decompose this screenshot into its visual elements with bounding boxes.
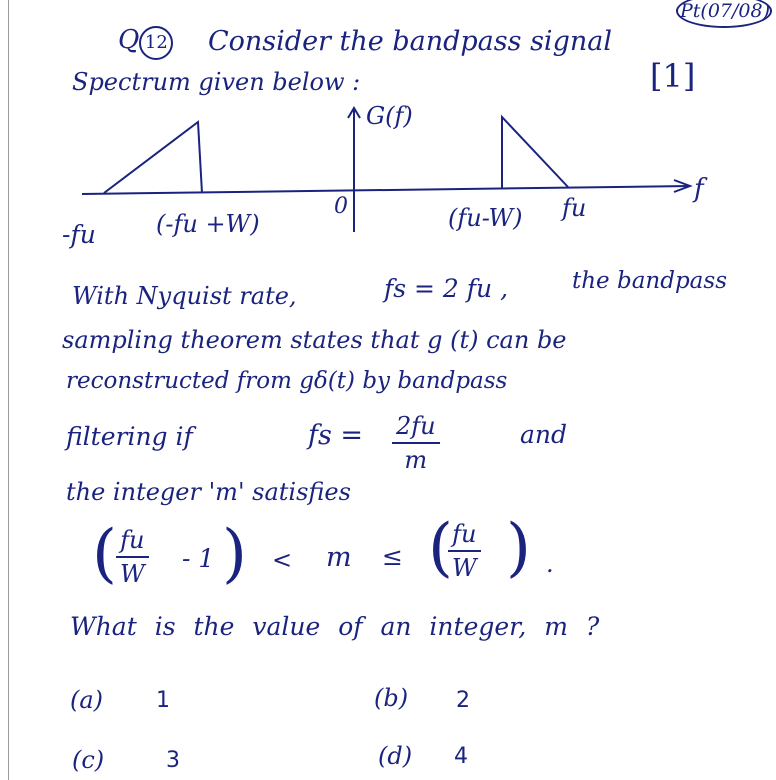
- tick-neg-fu: -fu: [62, 220, 96, 249]
- option-a-value: 1: [156, 688, 170, 713]
- body-line-1a: With Nyquist rate,: [72, 282, 297, 310]
- fraction-denominator: W: [452, 554, 477, 582]
- tick-fu-minus-w: (fu-W): [448, 204, 523, 232]
- fraction-numerator: fu: [120, 526, 145, 554]
- option-d-label: (d): [378, 742, 413, 770]
- reference-text: Pt(07/08): [680, 0, 770, 22]
- body-line-4a: filtering if: [66, 422, 193, 451]
- option-b-value: 2: [456, 688, 470, 713]
- body-line-5: the integer 'm' satisfies: [66, 478, 351, 506]
- minus-one: - 1: [182, 544, 215, 573]
- body-line-4c: and: [520, 420, 568, 449]
- question-line-2: Spectrum given below :: [72, 68, 361, 96]
- fraction-fu-over-w-right: [448, 520, 481, 582]
- question-line-1: Consider the bandpass signal: [208, 26, 612, 57]
- inequality-m: m: [326, 542, 352, 573]
- less-equal: ≤: [382, 542, 403, 571]
- option-c-label: (c): [72, 746, 105, 774]
- right-close-paren: ): [506, 511, 531, 585]
- option-c-value: 3: [166, 748, 180, 773]
- y-axis-label: G(f): [366, 102, 413, 130]
- fraction-numerator: 2fu: [396, 412, 436, 440]
- question-prompt: What is the value of an integer, m ?: [70, 612, 600, 641]
- question-number: 12: [139, 26, 173, 60]
- fraction-bar: [116, 556, 149, 558]
- marks: [1]: [650, 57, 696, 95]
- tick-neg-fu-plus-w: (-fu +W): [156, 210, 260, 238]
- left-close-paren: ): [222, 517, 247, 591]
- fraction-2fu-over-m: [392, 412, 440, 474]
- x-axis-label: f: [694, 174, 704, 204]
- x-axis: [82, 186, 690, 194]
- body-line-3: reconstructed from gδ(t) by bandpass: [66, 368, 508, 394]
- right-open-paren: (: [428, 511, 453, 585]
- body-line-2: sampling theorem states that g (t) can be: [62, 326, 567, 354]
- body-line-1b: fs = 2 fu ,: [384, 274, 509, 303]
- option-a-label: (a): [70, 686, 104, 714]
- fraction-denominator: W: [120, 560, 145, 588]
- option-d-value: 4: [454, 744, 468, 769]
- tick-fu: fu: [562, 194, 587, 222]
- less-than: <: [272, 546, 293, 574]
- tick-zero: 0: [334, 194, 348, 219]
- left-open-paren: (: [92, 517, 117, 591]
- fraction-denominator: m: [404, 446, 428, 474]
- option-b-label: (b): [374, 684, 409, 712]
- right-spectrum-triangle: [502, 117, 568, 188]
- left-spectrum-triangle: [104, 122, 202, 193]
- inequality-period: .: [546, 550, 554, 578]
- fraction-numerator: fu: [452, 520, 477, 548]
- body-line-1c: the bandpass: [572, 268, 727, 294]
- fraction-bar: [448, 550, 481, 552]
- fraction-fu-over-w-left: [116, 526, 149, 588]
- fraction-bar: [392, 442, 440, 444]
- question-prefix: Q: [118, 25, 140, 55]
- body-line-4b: fs =: [308, 420, 364, 451]
